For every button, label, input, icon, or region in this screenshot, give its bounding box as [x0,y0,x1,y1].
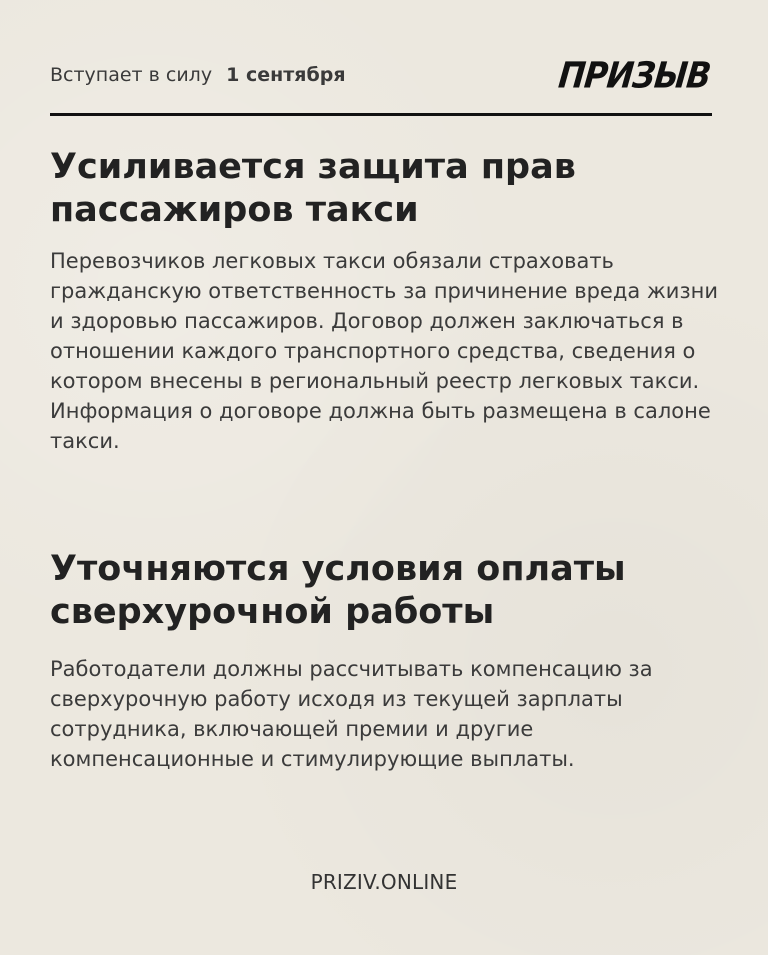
section-body: Перевозчиков легковых такси обязали страховать гражданскую ответственность за причинение вреда жизни и здоровью пассажиров. Договор должен заключаться в отношении каждого транспортного средства, сведения о котором внесены в региональный реестр легковых такси. Информация о договоре должна быть размещена в салоне такси. [50,249,719,453]
section-heading: Уточняются условия оплаты сверхурочной работы [50,549,626,632]
section-body: Работодатели должны рассчитывать компенсацию за сверхурочную работу исходя из текущей зарплаты сотрудника, включающей премии и другие компенсационные и стимулирующие выплаты. [50,657,653,771]
footer-site-link: PRIZIV.ONLINE [310,870,458,894]
effective-date [50,64,346,86]
date-prefix: Вступает в силу [50,64,213,86]
article-section-taxi [50,146,720,456]
brand-logo: ПРИЗЫВ [556,54,712,97]
header [50,54,712,102]
section-heading: Усиливается защита прав пассажиров такси [50,147,576,230]
header-divider [50,113,712,116]
article-section-overtime [50,548,720,774]
date-value: 1 сентября [226,64,346,86]
